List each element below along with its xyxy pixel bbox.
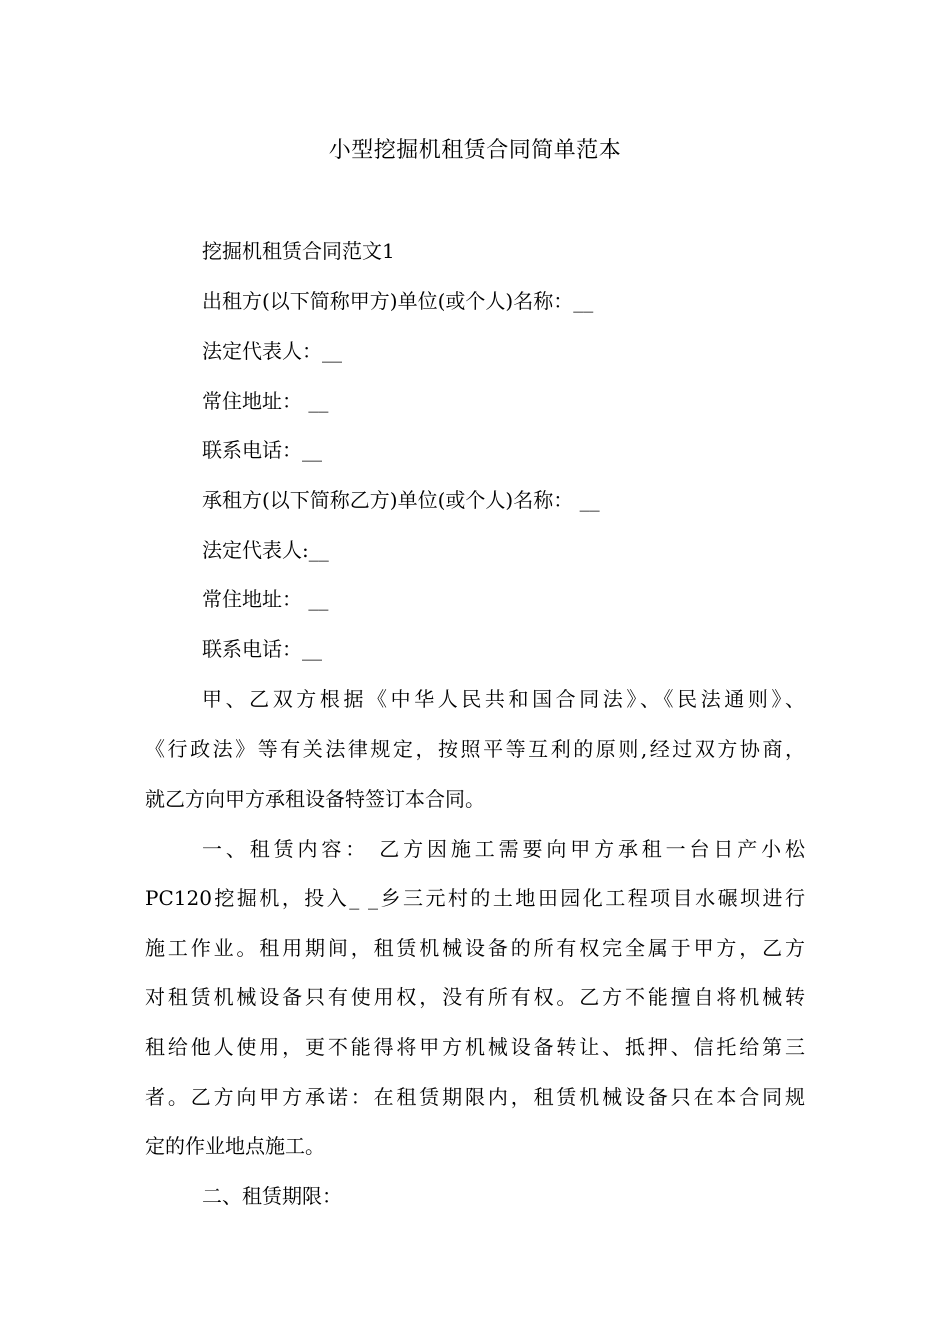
section-1-line-4: 对租赁机械设备只有使用权，没有所有权。乙方不能擅自将机械转 xyxy=(145,985,805,1009)
lessor-representative-line: 法定代表人：__ xyxy=(202,339,342,363)
lessee-name-line: 承租方(以下简称乙方)单位(或个人)名称： __ xyxy=(202,488,600,512)
section-1-line-7: 定的作业地点施工。 xyxy=(145,1134,325,1158)
section-1-line-1: 一、租赁内容： 乙方因施工需要向甲方承租一台日产小松 xyxy=(202,837,805,861)
section-1-line-3: 施工作业。租用期间，租赁机械设备的所有权完全属于甲方，乙方 xyxy=(145,936,805,960)
intro-line-1: 甲、乙双方根据《中华人民共和国合同法》、《民法通则》、 xyxy=(202,687,805,711)
lessee-representative-line: 法定代表人:__ xyxy=(202,538,329,562)
document-title: 小型挖掘机租赁合同简单范本 xyxy=(328,138,622,163)
lessor-phone-line: 联系电话：__ xyxy=(202,438,322,462)
intro-line-2: 《行政法》等有关法律规定，按照平等互利的原则,经过双方协商， xyxy=(145,737,805,761)
lessee-phone-line: 联系电话：__ xyxy=(202,637,322,661)
contract-heading: 挖掘机租赁合同范文1 xyxy=(202,239,395,263)
section-1-line-2: PC120挖掘机，投入_ _乡三元村的土地田园化工程项目水碾坝进行 xyxy=(145,886,805,910)
section-1-line-5: 租给他人使用，更不能得将甲方机械设备转让、抵押、信托给第三 xyxy=(145,1035,805,1059)
lessor-name-line: 出租方(以下简称甲方)单位(或个人)名称：__ xyxy=(202,289,594,313)
section-1-line-6: 者。乙方向甲方承诺：在租赁期限内，租赁机械设备只在本合同规 xyxy=(145,1085,805,1109)
lessor-address-line: 常住地址： __ xyxy=(202,389,329,413)
section-2-heading: 二、租赁期限： xyxy=(202,1184,342,1208)
lessee-address-line: 常住地址： __ xyxy=(202,587,329,611)
intro-line-3: 就乙方向甲方承租设备特签订本合同。 xyxy=(145,787,485,811)
